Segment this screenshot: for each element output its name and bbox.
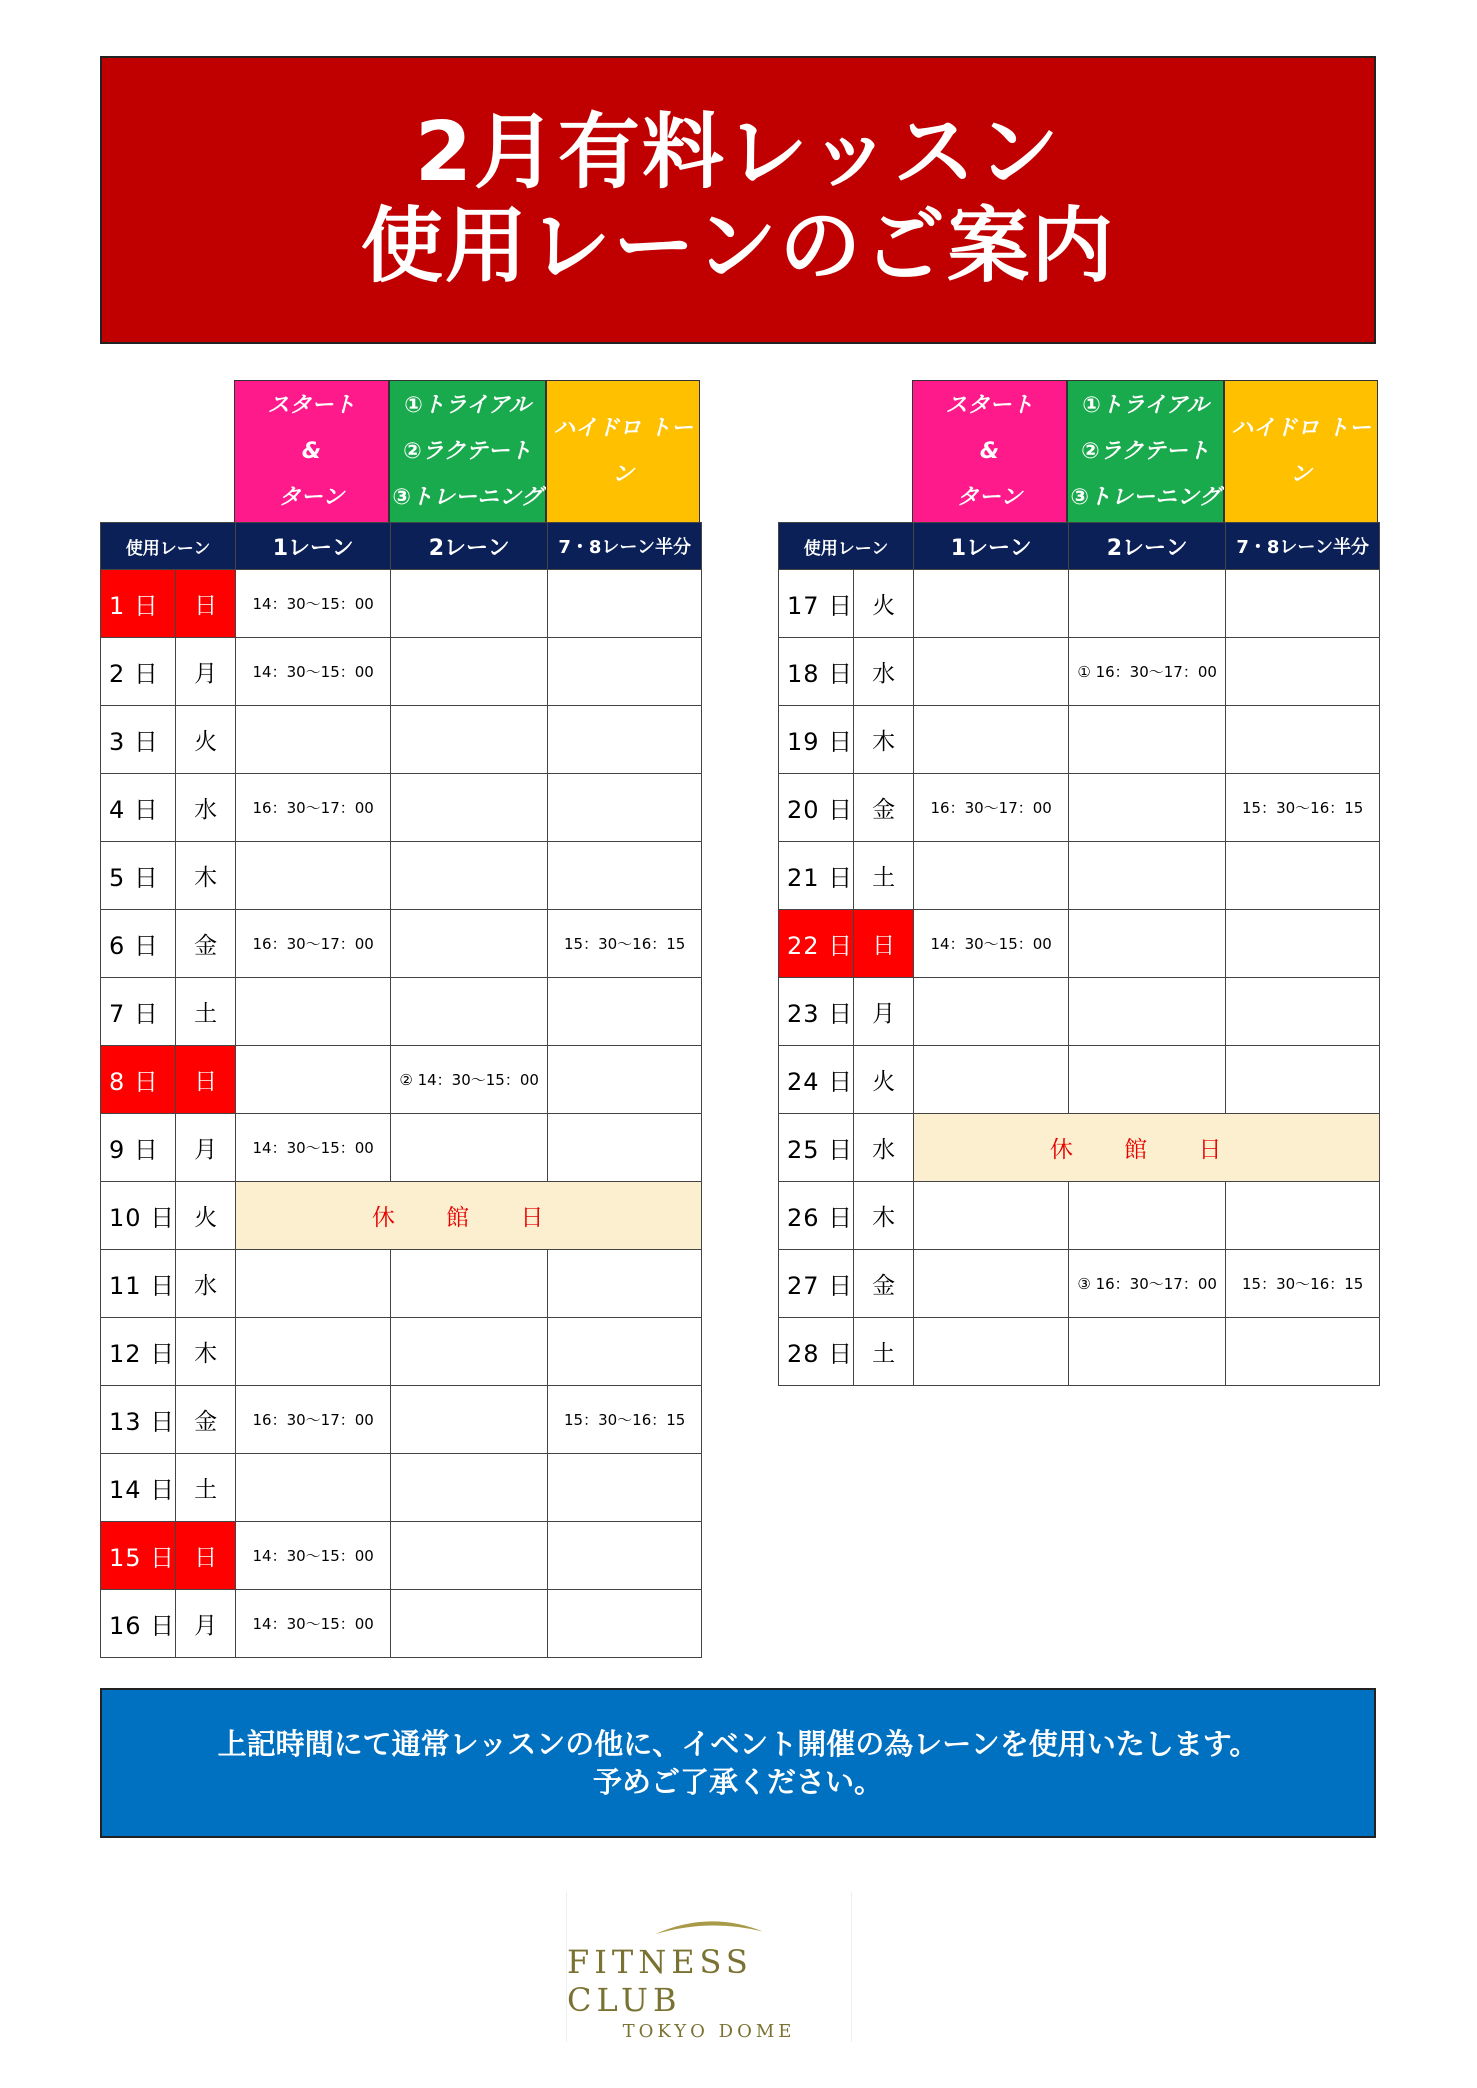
table-row — [101, 1454, 702, 1522]
day-cell: 4 日 — [101, 774, 176, 842]
lane2-cell — [391, 774, 548, 842]
lane1-cell — [914, 842, 1069, 910]
category-start-turn — [234, 380, 389, 522]
dome-arc-icon — [619, 1914, 799, 1937]
category-label: スタート — [267, 392, 356, 418]
lane2-cell — [391, 1114, 548, 1182]
header-lane2: 2レーン — [391, 523, 548, 570]
day-cell: 28 日 — [779, 1318, 854, 1386]
table-row — [779, 1114, 1380, 1182]
weekday-cell: 土 — [176, 978, 236, 1046]
table-row — [779, 1046, 1380, 1114]
table-row — [101, 1182, 702, 1250]
lane1-cell — [236, 978, 391, 1046]
lane2-cell — [391, 1590, 548, 1658]
lane1-cell: 14：30〜15：00 — [236, 1114, 391, 1182]
lane1-cell — [914, 978, 1069, 1046]
lane2-cell — [391, 706, 548, 774]
category-label: ①トライアル — [404, 392, 531, 418]
header-lane78: 7・8レーン半分 — [1226, 523, 1380, 570]
day-cell: 25 日 — [779, 1114, 854, 1182]
lane78-cell: 15：30〜16：15 — [548, 1386, 702, 1454]
weekday-cell: 月 — [176, 638, 236, 706]
weekday-cell: 月 — [854, 978, 914, 1046]
category-label: ③トレーニング — [392, 484, 543, 510]
lane2-cell: ① 16：30〜17：00 — [1069, 638, 1226, 706]
weekday-cell: 水 — [854, 1114, 914, 1182]
lane78-cell — [548, 978, 702, 1046]
category-hydro-tone — [1224, 380, 1378, 522]
lane1-cell: 14：30〜15：00 — [236, 570, 391, 638]
table-row — [101, 774, 702, 842]
weekday-cell: 日 — [176, 1046, 236, 1114]
lane78-cell — [548, 1454, 702, 1522]
day-cell: 16 日 — [101, 1590, 176, 1658]
weekday-cell: 金 — [176, 910, 236, 978]
title-line-2: 使用レーンのご案内 — [360, 199, 1116, 294]
lane1-cell — [914, 638, 1069, 706]
weekday-cell: 土 — [854, 842, 914, 910]
category-label: ターン — [278, 484, 345, 510]
lane1-cell — [914, 1318, 1069, 1386]
day-cell: 2 日 — [101, 638, 176, 706]
weekday-cell: 火 — [854, 570, 914, 638]
weekday-cell: 木 — [854, 1182, 914, 1250]
lane2-cell — [391, 570, 548, 638]
table-row — [101, 910, 702, 978]
table-row — [779, 978, 1380, 1046]
lane1-cell — [914, 1250, 1069, 1318]
header-lane: 使用レーン — [779, 523, 914, 570]
table-row — [101, 570, 702, 638]
title-banner — [100, 56, 1376, 344]
table-row — [779, 1182, 1380, 1250]
day-cell: 14 日 — [101, 1454, 176, 1522]
title-line-1: 2月有料レッスン — [414, 105, 1062, 200]
lane2-cell — [1069, 1318, 1226, 1386]
lane78-cell — [1226, 638, 1380, 706]
lane2-cell — [391, 1386, 548, 1454]
table-row — [779, 842, 1380, 910]
schedule-table-right — [778, 522, 1380, 1386]
table-row — [779, 706, 1380, 774]
lane78-cell — [548, 706, 702, 774]
lane1-cell — [914, 1046, 1069, 1114]
category-label: ②ラクテート — [403, 438, 532, 464]
weekday-cell: 月 — [176, 1590, 236, 1658]
category-label: ①トライアル — [1082, 392, 1209, 418]
lane2-cell — [391, 1318, 548, 1386]
header-lane1: 1レーン — [914, 523, 1069, 570]
day-cell: 3 日 — [101, 706, 176, 774]
table-row — [779, 1318, 1380, 1386]
table-row — [101, 638, 702, 706]
day-cell: 9 日 — [101, 1114, 176, 1182]
lane78-cell: 15：30〜16：15 — [1226, 1250, 1380, 1318]
weekday-cell: 木 — [854, 706, 914, 774]
lane78-cell — [548, 1046, 702, 1114]
weekday-cell: 火 — [854, 1046, 914, 1114]
header-row — [779, 523, 1380, 570]
logo-sub-text: TOKYO DOME — [622, 2021, 796, 2042]
lane78-cell — [548, 1522, 702, 1590]
lane1-cell — [236, 842, 391, 910]
lane2-cell — [391, 1250, 548, 1318]
day-cell: 18 日 — [779, 638, 854, 706]
day-cell: 21 日 — [779, 842, 854, 910]
fitness-club-logo — [566, 1892, 852, 2042]
schedule-right — [778, 380, 1380, 1386]
table-row — [101, 1318, 702, 1386]
lane78-cell — [548, 570, 702, 638]
lane2-cell — [1069, 1182, 1226, 1250]
table-row — [779, 910, 1380, 978]
closed-day-cell: 休 館 日 — [236, 1182, 702, 1250]
day-cell: 6 日 — [101, 910, 176, 978]
lane78-cell — [548, 774, 702, 842]
table-row — [101, 842, 702, 910]
lane2-cell — [1069, 706, 1226, 774]
category-label: ターン — [956, 484, 1023, 510]
notice-banner — [100, 1688, 1376, 1838]
day-cell: 27 日 — [779, 1250, 854, 1318]
notice-line-2: 予めご了承ください。 — [592, 1765, 883, 1799]
header-lane78: 7・8レーン半分 — [548, 523, 702, 570]
day-cell: 20 日 — [779, 774, 854, 842]
lane1-cell: 16：30〜17：00 — [236, 774, 391, 842]
day-cell: 10 日 — [101, 1182, 176, 1250]
weekday-cell: 日 — [854, 910, 914, 978]
lane78-cell: 15：30〜16：15 — [548, 910, 702, 978]
lane2-cell — [391, 842, 548, 910]
table-row — [101, 1386, 702, 1454]
weekday-cell: 日 — [176, 1522, 236, 1590]
table-row — [779, 570, 1380, 638]
category-hydro-tone — [546, 380, 700, 522]
category-start-turn — [912, 380, 1067, 522]
day-cell: 23 日 — [779, 978, 854, 1046]
lane1-cell: 16：30〜17：00 — [236, 1386, 391, 1454]
lane1-cell: 14：30〜15：00 — [236, 1590, 391, 1658]
lane78-cell — [1226, 1318, 1380, 1386]
schedule-left — [100, 380, 702, 1658]
day-cell: 11 日 — [101, 1250, 176, 1318]
lane1-cell: 14：30〜15：00 — [236, 1522, 391, 1590]
weekday-cell: 水 — [176, 1250, 236, 1318]
lane78-cell — [1226, 910, 1380, 978]
category-trial-lactate-training — [389, 380, 546, 522]
weekday-cell: 月 — [176, 1114, 236, 1182]
table-row — [779, 638, 1380, 706]
lane78-cell — [548, 638, 702, 706]
table-row — [101, 1114, 702, 1182]
lane1-cell: 16：30〜17：00 — [236, 910, 391, 978]
weekday-cell: 土 — [176, 1454, 236, 1522]
table-row — [101, 1590, 702, 1658]
weekday-cell: 金 — [854, 1250, 914, 1318]
day-cell: 5 日 — [101, 842, 176, 910]
table-row — [101, 978, 702, 1046]
lane2-cell — [391, 638, 548, 706]
header-lane: 使用レーン — [101, 523, 236, 570]
lane2-cell — [1069, 570, 1226, 638]
day-cell: 13 日 — [101, 1386, 176, 1454]
category-row — [912, 380, 1380, 522]
lane78-cell — [548, 1318, 702, 1386]
notice-line-1: 上記時間にて通常レッスンの他に、イベント開催の為レーンを使用いたします。 — [217, 1727, 1259, 1761]
lane1-cell: 14：30〜15：00 — [236, 638, 391, 706]
weekday-cell: 金 — [854, 774, 914, 842]
lane2-cell — [1069, 978, 1226, 1046]
day-cell: 24 日 — [779, 1046, 854, 1114]
lane78-cell — [1226, 1046, 1380, 1114]
day-cell: 15 日 — [101, 1522, 176, 1590]
lane2-cell — [391, 1454, 548, 1522]
lane78-cell — [548, 842, 702, 910]
lane78-cell — [548, 1590, 702, 1658]
weekday-cell: 木 — [176, 842, 236, 910]
lane78-cell: 15：30〜16：15 — [1226, 774, 1380, 842]
table-row — [101, 1250, 702, 1318]
weekday-cell: 火 — [176, 706, 236, 774]
category-label: & — [979, 438, 1000, 464]
lane1-cell — [236, 706, 391, 774]
header-row — [101, 523, 702, 570]
lane2-cell: ② 14：30〜15：00 — [391, 1046, 548, 1114]
weekday-cell: 木 — [176, 1318, 236, 1386]
day-cell: 17 日 — [779, 570, 854, 638]
lane78-cell — [548, 1250, 702, 1318]
schedule-table-left — [100, 522, 702, 1658]
lane2-cell — [1069, 842, 1226, 910]
table-row — [101, 1046, 702, 1114]
category-label: ハイドロ トーン — [1231, 415, 1371, 487]
lane1-cell: 16：30〜17：00 — [914, 774, 1069, 842]
weekday-cell: 水 — [854, 638, 914, 706]
lane1-cell — [236, 1250, 391, 1318]
weekday-cell: 火 — [176, 1182, 236, 1250]
day-cell: 1 日 — [101, 570, 176, 638]
lane78-cell — [1226, 842, 1380, 910]
category-label: ③トレーニング — [1070, 484, 1221, 510]
day-cell: 8 日 — [101, 1046, 176, 1114]
lane2-cell — [1069, 1046, 1226, 1114]
header-lane2: 2レーン — [1069, 523, 1226, 570]
day-cell: 7 日 — [101, 978, 176, 1046]
day-cell: 22 日 — [779, 910, 854, 978]
category-label: & — [301, 438, 322, 464]
day-cell: 12 日 — [101, 1318, 176, 1386]
weekday-cell: 土 — [854, 1318, 914, 1386]
table-row — [101, 706, 702, 774]
header-lane1: 1レーン — [236, 523, 391, 570]
lane1-cell — [914, 1182, 1069, 1250]
table-row — [779, 1250, 1380, 1318]
weekday-cell: 日 — [176, 570, 236, 638]
category-label: ハイドロ トーン — [553, 415, 693, 487]
closed-day-cell: 休 館 日 — [914, 1114, 1380, 1182]
day-cell: 26 日 — [779, 1182, 854, 1250]
lane1-cell — [236, 1046, 391, 1114]
category-row — [234, 380, 702, 522]
weekday-cell: 金 — [176, 1386, 236, 1454]
lane1-cell — [914, 570, 1069, 638]
lane2-cell — [391, 978, 548, 1046]
lane1-cell: 14：30〜15：00 — [914, 910, 1069, 978]
category-trial-lactate-training — [1067, 380, 1224, 522]
lane2-cell — [1069, 910, 1226, 978]
category-label: スタート — [945, 392, 1034, 418]
lane78-cell — [1226, 978, 1380, 1046]
lane78-cell — [1226, 1182, 1380, 1250]
logo-main-text: FITNESS CLUB — [567, 1943, 753, 2019]
lane1-cell — [914, 706, 1069, 774]
lane2-cell — [391, 910, 548, 978]
lane2-cell — [1069, 774, 1226, 842]
category-label: ②ラクテート — [1081, 438, 1210, 464]
lane2-cell: ③ 16：30〜17：00 — [1069, 1250, 1226, 1318]
lane78-cell — [1226, 570, 1380, 638]
weekday-cell: 水 — [176, 774, 236, 842]
lane2-cell — [391, 1522, 548, 1590]
lane78-cell — [548, 1114, 702, 1182]
lane78-cell — [1226, 706, 1380, 774]
lane1-cell — [236, 1318, 391, 1386]
table-row — [101, 1522, 702, 1590]
table-row — [779, 774, 1380, 842]
day-cell: 19 日 — [779, 706, 854, 774]
lane1-cell — [236, 1454, 391, 1522]
